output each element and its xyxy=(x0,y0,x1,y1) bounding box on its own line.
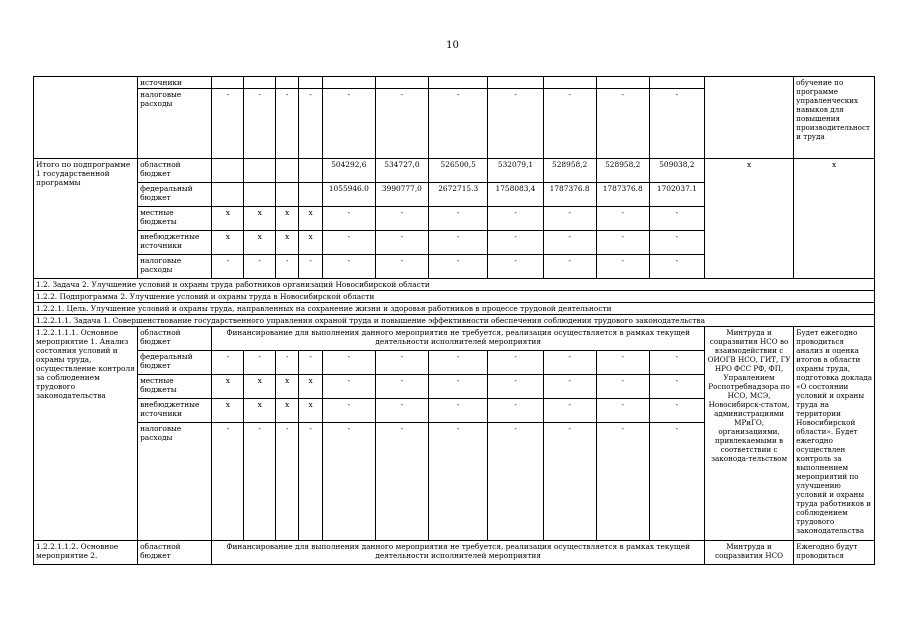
value-cell: - xyxy=(596,351,649,375)
executor-cell: Минтруда и соцразвития НСО xyxy=(704,541,793,565)
section-row xyxy=(34,303,875,315)
value-cell: - xyxy=(596,89,649,159)
value-cell: - xyxy=(596,423,649,541)
value-cell: х xyxy=(276,375,299,399)
value-cell: х xyxy=(212,207,244,231)
value-cell: 504292,6 xyxy=(322,159,375,183)
value-cell: х xyxy=(276,231,299,255)
value-cell: - xyxy=(428,231,487,255)
value-cell: - xyxy=(375,351,428,375)
value-cell: - xyxy=(375,399,428,423)
section-heading: 1.2.2.1. Цель. Улучшение условий и охраны труда, направленных на сохранение жизни и здоровья работников в процессе трудовой деятельности xyxy=(34,303,875,315)
value-cell: - xyxy=(649,399,704,423)
value-cell: - xyxy=(488,89,543,159)
value-cell: 1702037.1 xyxy=(649,183,704,207)
value-cell: - xyxy=(488,255,543,279)
value-cell: - xyxy=(488,207,543,231)
result-cell: Будет ежегодно проводиться анализ и оценка итогов в области охраны труда, подготовка доклада «О состоянии условий и охраны труда на территории Новосибирской области». Будет ежегодно осуществлен контроль за выполнением мероприятий по улучшению условий и охраны труда работников и соблюдением трудового законодательства xyxy=(794,327,875,541)
value-cell: х xyxy=(212,231,244,255)
value-cell: - xyxy=(299,89,322,159)
value-cell: 1758083,4 xyxy=(488,183,543,207)
value-cell: - xyxy=(649,207,704,231)
section-heading: 1.2.2.1.1. Задача 1. Совершенствование государственного управления охраной труда и повышение эффективности обеспечения соблюдения трудового законодательства xyxy=(34,315,875,327)
value-cell: - xyxy=(428,351,487,375)
value-cell: - xyxy=(428,89,487,159)
value-cell: х xyxy=(212,399,244,423)
value-cell: - xyxy=(543,351,596,375)
table-row xyxy=(34,541,875,565)
value-cell xyxy=(299,77,322,89)
value-cell: - xyxy=(276,89,299,159)
value-cell: - xyxy=(649,231,704,255)
value-cell: х xyxy=(299,207,322,231)
value-cell: - xyxy=(428,375,487,399)
value-cell: - xyxy=(488,375,543,399)
value-cell: - xyxy=(322,351,375,375)
value-cell: - xyxy=(299,423,322,541)
value-cell: - xyxy=(428,423,487,541)
value-cell: х xyxy=(212,375,244,399)
row-label: 1.2.2.1.1.2. Основное мероприятие 2. xyxy=(34,541,138,565)
value-cell: х xyxy=(299,399,322,423)
funding-source: областной бюджет xyxy=(138,541,212,565)
value-cell xyxy=(244,77,276,89)
value-cell: - xyxy=(543,207,596,231)
value-cell: - xyxy=(543,89,596,159)
program-table xyxy=(33,76,875,565)
value-cell xyxy=(212,77,244,89)
section-row xyxy=(34,315,875,327)
value-cell: - xyxy=(428,399,487,423)
value-cell: 509038,2 xyxy=(649,159,704,183)
value-cell: - xyxy=(244,351,276,375)
result-cell: обучение по программе управленческих навыков для повышения производительности труда xyxy=(794,77,875,159)
value-cell: - xyxy=(596,375,649,399)
value-cell: - xyxy=(649,89,704,159)
value-cell: - xyxy=(276,255,299,279)
funding-source: налоговые расходы xyxy=(138,423,212,541)
value-cell: - xyxy=(596,255,649,279)
value-cell: - xyxy=(212,89,244,159)
value-cell: 1055946.0 xyxy=(322,183,375,207)
value-cell: - xyxy=(212,255,244,279)
value-cell xyxy=(488,77,543,89)
value-cell: - xyxy=(596,207,649,231)
value-cell: - xyxy=(649,423,704,541)
value-cell: - xyxy=(375,255,428,279)
table-row xyxy=(34,159,875,183)
value-cell: - xyxy=(299,351,322,375)
executor-cell xyxy=(704,77,793,159)
value-cell: - xyxy=(649,351,704,375)
value-cell: - xyxy=(244,255,276,279)
value-cell xyxy=(212,159,244,183)
value-cell: 534727,0 xyxy=(375,159,428,183)
value-cell: - xyxy=(375,89,428,159)
funding-source: федеральный бюджет xyxy=(138,183,212,207)
funding-source: областной бюджет xyxy=(138,327,212,351)
result-cell: Ежегодно будут проводиться xyxy=(794,541,875,565)
value-cell: - xyxy=(543,255,596,279)
value-cell: 528958,2 xyxy=(596,159,649,183)
value-cell xyxy=(212,183,244,207)
value-cell: 3990777,0 xyxy=(375,183,428,207)
value-cell xyxy=(244,159,276,183)
value-cell: 1787376.8 xyxy=(543,183,596,207)
section-row xyxy=(34,291,875,303)
row-label: 1.2.2.1.1.1. Основное мероприятие 1. Анализ состояния условий и охраны труда, осуществление контроля за соблюдением трудового законодательства xyxy=(34,327,138,541)
value-cell: - xyxy=(596,399,649,423)
value-cell: - xyxy=(244,423,276,541)
value-cell: - xyxy=(543,231,596,255)
value-cell: - xyxy=(322,423,375,541)
executor-cell: х xyxy=(704,159,793,279)
funding-source: местные бюджеты xyxy=(138,375,212,399)
value-cell: 526500,5 xyxy=(428,159,487,183)
value-cell: - xyxy=(276,351,299,375)
value-cell: - xyxy=(596,231,649,255)
value-cell: - xyxy=(322,207,375,231)
section-row xyxy=(34,279,875,291)
value-cell xyxy=(428,77,487,89)
value-cell xyxy=(322,77,375,89)
value-cell: х xyxy=(276,399,299,423)
value-cell: х xyxy=(299,375,322,399)
value-cell: - xyxy=(375,207,428,231)
funding-source: налоговые расходы xyxy=(138,255,212,279)
value-cell: х xyxy=(244,231,276,255)
value-cell: - xyxy=(375,423,428,541)
financing-note: Финансирование для выполнения данного мероприятия не требуется, реализация осуществляется в рамках текущей деятельности исполнителей мероприятия xyxy=(212,327,705,351)
value-cell: - xyxy=(543,375,596,399)
value-cell: - xyxy=(543,399,596,423)
value-cell xyxy=(543,77,596,89)
value-cell: - xyxy=(488,351,543,375)
value-cell: х xyxy=(244,207,276,231)
value-cell: - xyxy=(488,231,543,255)
table-row xyxy=(34,77,875,89)
row-label xyxy=(34,77,138,159)
value-cell xyxy=(596,77,649,89)
result-cell: х xyxy=(794,159,875,279)
executor-cell: Минтруда и соцразвития НСО во взаимодействии с ОИОГВ НСО, ГИТ, ГУ НРО ФСС РФ, ФП, Управлением Роспотребнадзора по НСО, МСЭ, Новосибирск-статом, администрациями МРиГО, организациями, привлекаемыми в соответствии с законода-тельством xyxy=(704,327,793,541)
value-cell: 532079,1 xyxy=(488,159,543,183)
value-cell: - xyxy=(428,207,487,231)
funding-source: источники xyxy=(138,77,212,89)
value-cell: 528958,2 xyxy=(543,159,596,183)
value-cell xyxy=(244,183,276,207)
value-cell: - xyxy=(322,231,375,255)
value-cell: - xyxy=(649,255,704,279)
value-cell xyxy=(299,159,322,183)
value-cell xyxy=(276,183,299,207)
value-cell: - xyxy=(649,375,704,399)
value-cell: - xyxy=(543,423,596,541)
value-cell: х xyxy=(244,399,276,423)
value-cell: 2672715.3 xyxy=(428,183,487,207)
value-cell: 1787376.8 xyxy=(596,183,649,207)
value-cell: х xyxy=(244,375,276,399)
value-cell: - xyxy=(322,255,375,279)
section-heading: 1.2.2. Подпрограмма 2. Улучшение условий и охраны труда в Новосибирской области xyxy=(34,291,875,303)
value-cell: - xyxy=(276,423,299,541)
value-cell: - xyxy=(488,423,543,541)
funding-source: федеральный бюджет xyxy=(138,351,212,375)
value-cell xyxy=(375,77,428,89)
page-number: 10 xyxy=(446,40,459,51)
funding-source: местные бюджеты xyxy=(138,207,212,231)
table-row xyxy=(34,327,875,351)
value-cell: - xyxy=(212,351,244,375)
funding-source: внебюджетные источники xyxy=(138,399,212,423)
row-label: Итого по подпрограмме 1 государственной программы xyxy=(34,159,138,279)
value-cell: - xyxy=(212,423,244,541)
value-cell xyxy=(649,77,704,89)
value-cell xyxy=(276,77,299,89)
value-cell: - xyxy=(322,89,375,159)
value-cell: х xyxy=(299,231,322,255)
value-cell: х xyxy=(276,207,299,231)
value-cell: - xyxy=(488,399,543,423)
value-cell xyxy=(276,159,299,183)
section-heading: 1.2. Задача 2. Улучшение условий и охраны труда работников организаций Новосибирской области xyxy=(34,279,875,291)
value-cell: - xyxy=(428,255,487,279)
value-cell: - xyxy=(322,399,375,423)
funding-source: налоговые расходы xyxy=(138,89,212,159)
value-cell: - xyxy=(322,375,375,399)
funding-source: областной бюджет xyxy=(138,159,212,183)
value-cell xyxy=(299,183,322,207)
value-cell: - xyxy=(375,375,428,399)
value-cell: - xyxy=(299,255,322,279)
financing-note: Финансирование для выполнения данного мероприятия не требуется, реализация осуществляется в рамках текущей деятельности исполнителей мероприятия xyxy=(212,541,705,565)
value-cell: - xyxy=(375,231,428,255)
value-cell: - xyxy=(244,89,276,159)
funding-source: внебюджетные источники xyxy=(138,231,212,255)
